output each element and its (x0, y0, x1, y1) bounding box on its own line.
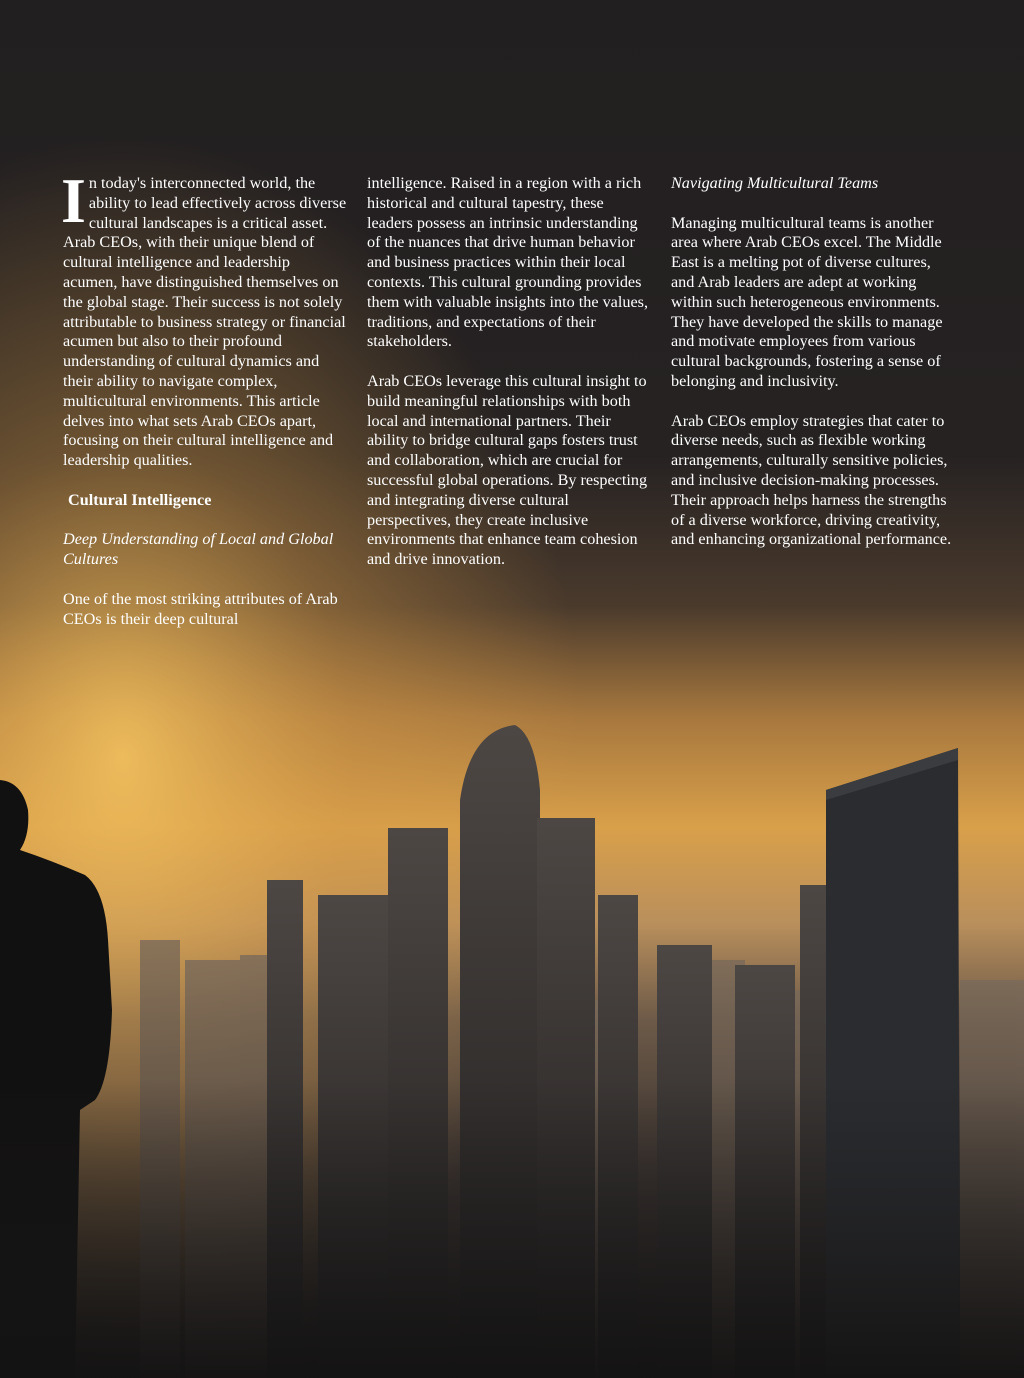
paragraph-2: Arab CEOs leverage this cultural insight to build meaningful relationships with both local and international partners. Their ability to bridge cultural gaps fosters trust and collaboration, which are crucial for successful global operations. By respecting and integrating diverse cultural perspectives, they create inclusive environments that enhance team cohesion and drive innovation. (367, 371, 648, 569)
article-column-1 (61, 165, 347, 649)
paragraph-1-part-b: intelligence. Raised in a region with a rich historical and cultural tapestry, these leaders possess an intrinsic understanding of the nuances that drive human behavior and business practices within their local contexts. This cultural grounding provides them with valuable insights into the values, traditions, and expectations of their stakeholders. (367, 174, 648, 351)
section-heading: Cultural Intelligence (68, 490, 212, 509)
intro-text: n today's interconnected world, the ability to lead effectively across diverse cultural landscapes is a critical asset. Arab CEOs, with their unique blend of cultural intelligence and leadership acumen, have distinguished themselves on the global stage. Their success is not solely attributable to business strategy or financial acumen but also to their profound understanding of cultural dynamics and their ability to navigate complex, multicultural environments. This article delves into what sets Arab CEOs apart, focusing on their cultural intelligence and leadership qualities. (63, 174, 347, 470)
drop-cap: I (61, 165, 86, 236)
intro-paragraph (61, 165, 347, 471)
paragraph-3: Managing multicultural teams is another area where Arab CEOs excel. The Middle East is a melting pot of diverse cultures, and Arab leaders are adept at working within such heterogeneous environments. They have developed the skills to manage and motivate employees from various cultural backgrounds, fostering a sense of belonging and inclusivity. (671, 213, 943, 390)
paragraph-4: Arab CEOs employ strategies that cater to diverse needs, such as flexible working arrangements, culturally sensitive policies, and inclusive decision-making processes. Their approach helps harness the strengths of a diverse workforce, driving creativity, and enhancing organizational performance. (671, 411, 952, 549)
paragraph-1-part-a: One of the most striking attributes of Arab CEOs is their deep cultural (63, 589, 338, 628)
article-column-2 (367, 174, 651, 590)
subheading-multicultural-teams: Navigating Multicultural Teams (671, 174, 879, 192)
article-column-3 (671, 174, 957, 570)
subheading-deep-understanding: Deep Understanding of Local and Global Cultures (63, 530, 334, 569)
